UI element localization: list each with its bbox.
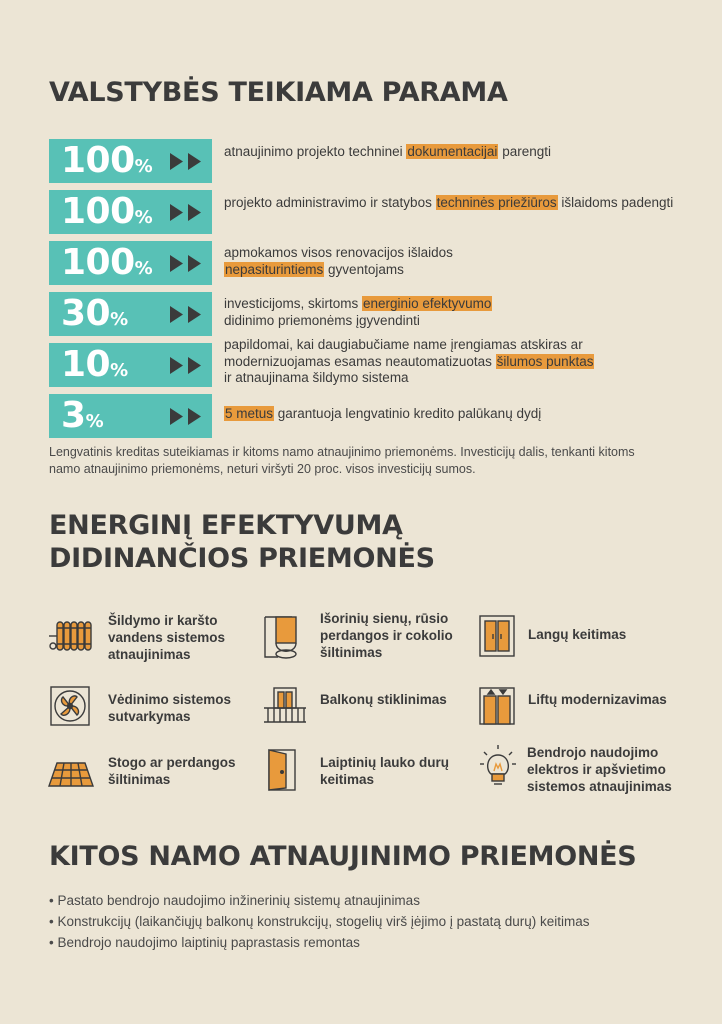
measure-label: Stogo ar perdangos šiltinimas <box>108 755 236 787</box>
percent-sign: % <box>110 360 128 381</box>
percent-sign: % <box>134 207 153 228</box>
measure-item <box>49 688 249 744</box>
support-text: investicijoms, skirtoms energinio efektyvumo didinimo priemonėms įgyvendinti <box>224 296 492 328</box>
support-text: projekto administravimo ir statybos techninės priežiūros išlaidoms padengti <box>224 195 674 210</box>
percent-value: 100 <box>61 191 135 232</box>
double-arrow-icon <box>170 204 204 221</box>
measure-label: Išorinių sienų, rūsio perdangos ir cokolio šiltinimas <box>320 611 453 660</box>
percent-sign: % <box>134 258 153 279</box>
title-line-2: DIDINANČIOS PRIEMONĖS <box>49 542 435 574</box>
percent-sign: % <box>85 411 104 432</box>
percent-value: 3 <box>61 395 86 436</box>
highlight: 5 metus <box>225 406 274 421</box>
measure-label: Bendrojo naudojimo elektros ir apšvietimo sistemos atnaujinimas <box>527 745 672 794</box>
wall-insulation-icon <box>262 614 306 660</box>
lightbulb-icon <box>480 744 516 788</box>
support-row <box>49 241 689 285</box>
support-row <box>49 292 689 336</box>
double-arrow-icon <box>170 408 204 425</box>
measure-item <box>47 754 247 810</box>
measure-label: Vėdinimo sistemos sutvarkymas <box>108 692 232 724</box>
section-title-energy <box>49 510 435 576</box>
highlight: dokumentacijai <box>407 144 498 159</box>
bullet-item: • Konstrukcijų (laikančiųjų balkonų konstrukcijų, stogelių virš įėjimo į pastatą durų) keitimas <box>49 911 689 932</box>
percent-badge <box>49 241 212 285</box>
measure-item <box>47 612 247 668</box>
bullet-list <box>49 890 689 953</box>
percent-value: 100 <box>61 242 135 283</box>
highlight: energinio efektyvumo <box>363 296 492 311</box>
support-row <box>49 139 689 183</box>
elevator-icon <box>478 686 516 726</box>
highlight: nepasiturintiems <box>225 261 324 277</box>
measure-label: Šildymo ir karšto vandens sistemos atnaujinimas <box>108 613 226 662</box>
percent-badge <box>49 190 212 234</box>
balcony-icon <box>262 686 308 726</box>
measure-item <box>266 748 466 804</box>
roof-icon <box>47 760 95 790</box>
double-arrow-icon <box>170 153 204 170</box>
measure-item <box>262 612 462 668</box>
bullet-item: • Pastato bendrojo naudojimo inžinerinių sistemų atnaujinimas <box>49 890 689 911</box>
title-line-1: ENERGINĮ EFEKTYVUMĄ <box>49 510 403 541</box>
percent-value: 100 <box>61 140 135 181</box>
percent-badge <box>49 139 212 183</box>
support-row <box>49 190 689 234</box>
measure-item <box>478 612 678 668</box>
percent-badge <box>49 394 212 438</box>
door-icon <box>266 748 300 792</box>
double-arrow-icon <box>170 255 204 272</box>
support-row <box>49 394 689 438</box>
percent-value: 10 <box>61 344 111 385</box>
percent-badge <box>49 292 212 336</box>
section-title-kitos: KITOS NAMO ATNAUJINIMO PRIEMONĖS <box>49 841 637 872</box>
measure-item <box>478 688 678 744</box>
double-arrow-icon <box>170 357 204 374</box>
highlight: techninės priežiūros <box>436 195 557 210</box>
support-row <box>49 337 689 387</box>
measure-label: Laiptinių lauko durų keitimas <box>320 755 449 787</box>
measure-label: Langų keitimas <box>528 627 627 642</box>
measure-item <box>262 688 462 744</box>
support-text: 5 metus garantuoja lengvatinio kredito palūkanų dydį <box>225 406 542 421</box>
percent-badge <box>49 343 212 387</box>
percent-sign: % <box>134 156 153 177</box>
radiator-icon <box>47 616 97 656</box>
section-title-parama: VALSTYBĖS TEIKIAMA PARAMA <box>49 77 508 108</box>
bullet-item: • Bendrojo naudojimo laiptinių paprastasis remontas <box>49 932 689 953</box>
measure-label: Liftų modernizavimas <box>528 692 667 707</box>
measure-label: Balkonų stiklinimas <box>320 692 447 707</box>
window-icon <box>478 614 516 658</box>
highlight: šilumos punktas <box>496 353 594 369</box>
percent-sign: % <box>110 309 128 330</box>
measure-item <box>480 744 690 800</box>
percent-value: 30 <box>61 293 111 334</box>
support-text: papildomai, kai daugiabučiame name įrengiamas atskiras ar modernizuojamas esamas neautomatizuotas šilumos punktas ir atnaujinama šildymo sistema <box>224 337 594 385</box>
support-text: atnaujinimo projekto techninei dokumentacijai parengti <box>224 144 551 159</box>
fan-icon <box>49 685 91 727</box>
support-text: apmokamos visos renovacijos išlaidos nepasiturintiems gyventojams <box>224 245 453 277</box>
double-arrow-icon <box>170 306 204 323</box>
credit-note: Lengvatinis kreditas suteikiamas ir kitoms namo atnaujinimo priemonėms. Investicijų dalis, tenkanti kitoms namo atnaujinimo priemonėms, neturi viršyti 20 proc. visos investicijų sumos. <box>49 445 635 476</box>
